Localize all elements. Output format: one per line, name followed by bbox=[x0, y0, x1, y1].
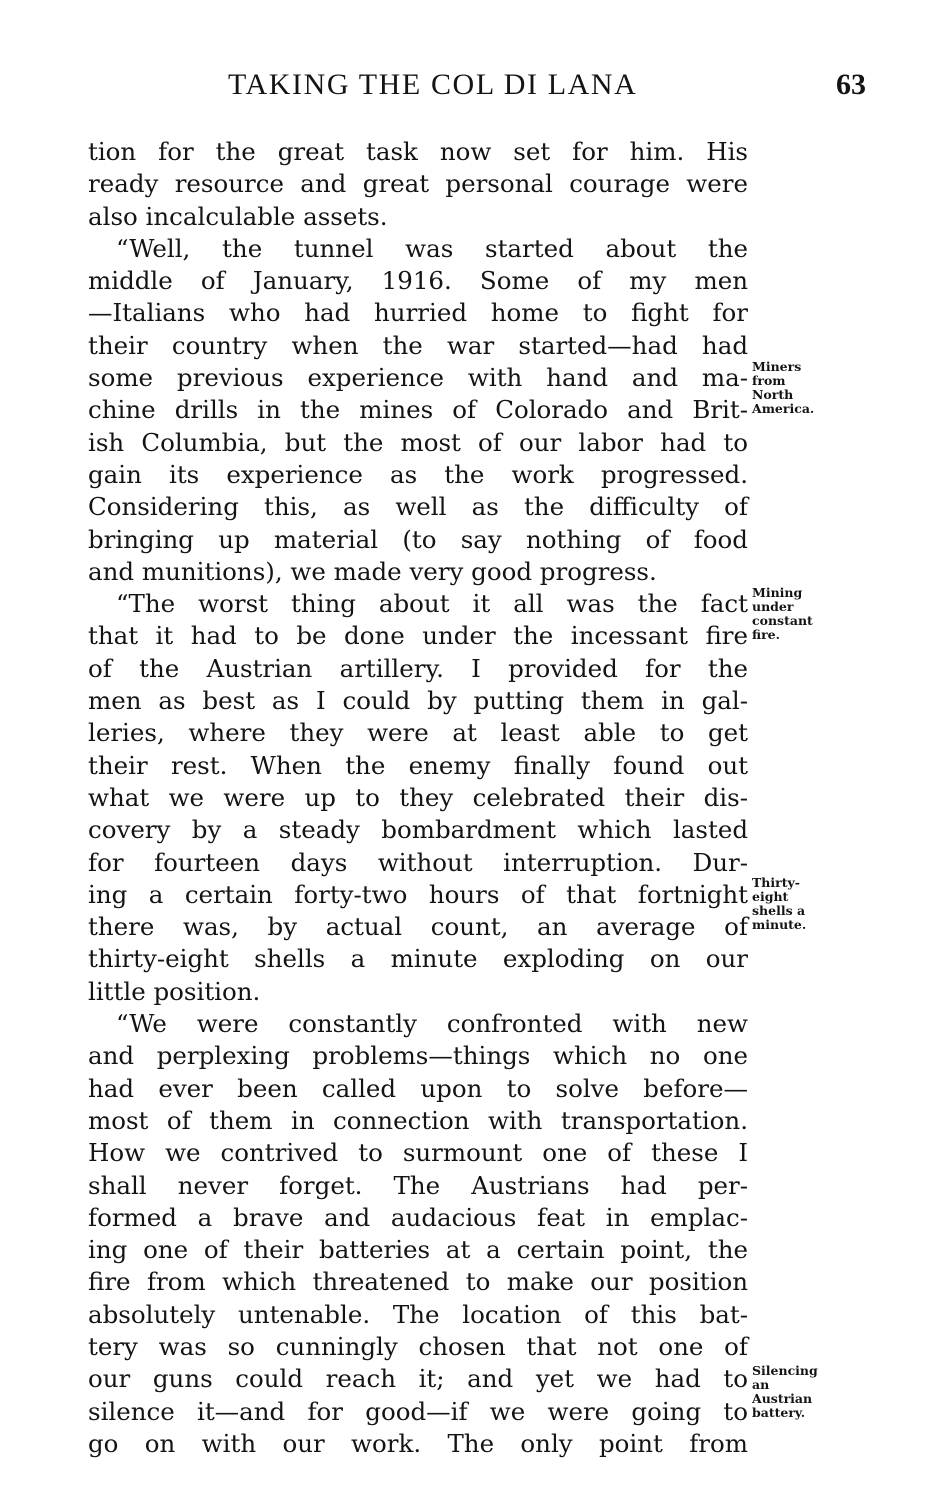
text-line: “The worst thing about it all was the fact bbox=[116, 589, 748, 619]
text-line: absolutely untenable. The location of this bat- bbox=[88, 1299, 748, 1329]
sidenote-line: eight bbox=[752, 889, 789, 904]
text-line: also incalculable assets. bbox=[88, 201, 388, 231]
text-line: and perplexing problems—things which no one bbox=[88, 1041, 748, 1071]
text-line: Considering this, as well as the difficulty of bbox=[88, 492, 748, 522]
sidenote-miners bbox=[752, 360, 814, 416]
sidenote-shells bbox=[752, 876, 806, 932]
text-line: ready resource and great personal courage were bbox=[88, 169, 748, 199]
sidenote-line: Silencing bbox=[752, 1363, 818, 1378]
sidenote-line: North bbox=[752, 387, 794, 402]
sidenote-line: America. bbox=[752, 401, 815, 416]
text-line: had ever been called upon to solve before— bbox=[88, 1073, 748, 1103]
sidenote-line: Thirty- bbox=[752, 875, 800, 890]
text-line: tery was so cunningly chosen that not one of bbox=[88, 1331, 748, 1361]
text-line: go on with our work. The only point from bbox=[88, 1428, 748, 1458]
text-line: their country when the war started—had had bbox=[88, 330, 748, 360]
text-line: tion for the great task now set for him. His bbox=[88, 137, 748, 166]
sidenote-line: from bbox=[752, 373, 786, 388]
body-text bbox=[88, 136, 748, 1460]
text-line: men as best as I could by putting them in gal- bbox=[88, 686, 748, 716]
text-line: little position. bbox=[88, 976, 261, 1006]
sidenote-line: battery. bbox=[752, 1405, 806, 1420]
text-line: formed a brave and audacious feat in emplac- bbox=[88, 1202, 748, 1232]
text-line: most of them in connection with transportation. bbox=[88, 1105, 748, 1135]
text-line: —Italians who had hurried home to fight for bbox=[88, 298, 748, 328]
text-line: ing a certain forty-two hours of that fortnight bbox=[88, 879, 748, 909]
text-line: “We were constantly confronted with new bbox=[116, 1009, 748, 1039]
text-line: “Well, the tunnel was started about the bbox=[116, 233, 748, 263]
sidenote-line: Miners bbox=[752, 359, 802, 374]
running-header bbox=[0, 68, 950, 108]
sidenote-mining bbox=[752, 586, 813, 642]
text-line: thirty-eight shells a minute exploding on our bbox=[88, 944, 748, 974]
text-line: our guns could reach it; and yet we had to bbox=[88, 1364, 748, 1394]
text-line: ing one of their batteries at a certain point, the bbox=[88, 1235, 748, 1265]
text-line: silence it—and for good—if we were going to bbox=[88, 1396, 748, 1426]
sidenote-line: constant bbox=[752, 613, 813, 628]
sidenote-line: under bbox=[752, 599, 794, 614]
sidenote-line: shells a bbox=[752, 903, 806, 918]
text-line: some previous experience with hand and ma- bbox=[88, 363, 748, 393]
sidenote-battery bbox=[752, 1364, 818, 1420]
page-number: 63 bbox=[836, 68, 866, 101]
text-line: their rest. When the enemy finally found out bbox=[88, 750, 748, 780]
text-line: middle of January, 1916. Some of my men bbox=[88, 266, 748, 296]
sidenote-line: Mining bbox=[752, 585, 803, 600]
running-title: TAKING THE COL DI LANA bbox=[228, 68, 638, 101]
text-line: bringing up material (to say nothing of food bbox=[88, 524, 748, 554]
text-line: ish Columbia, but the most of our labor had to bbox=[88, 427, 748, 457]
text-line: what we were up to they celebrated their dis- bbox=[88, 782, 748, 812]
sidenote-line: fire. bbox=[752, 627, 780, 642]
sidenote-line: minute. bbox=[752, 917, 807, 932]
text-line: that it had to be done under the incessant fire bbox=[88, 621, 748, 651]
text-line: leries, where they were at least able to get bbox=[88, 718, 748, 748]
sidenote-line: an bbox=[752, 1377, 770, 1392]
text-line: of the Austrian artillery. I provided for the bbox=[88, 653, 748, 683]
text-line: there was, by actual count, an average of bbox=[88, 912, 748, 942]
text-line: fire from which threatened to make our position bbox=[88, 1267, 748, 1297]
text-line: shall never forget. The Austrians had per- bbox=[88, 1170, 748, 1200]
text-line: for fourteen days without interruption. Dur- bbox=[88, 847, 748, 877]
text-line: gain its experience as the work progressed. bbox=[88, 459, 748, 489]
sidenote-line: Austrian bbox=[752, 1391, 813, 1406]
text-line: covery by a steady bombardment which lasted bbox=[88, 815, 748, 845]
text-line: and munitions), we made very good progress. bbox=[88, 556, 657, 586]
text-line: chine drills in the mines of Colorado and Brit- bbox=[88, 395, 748, 425]
text-line: How we contrived to surmount one of these I bbox=[88, 1138, 748, 1168]
